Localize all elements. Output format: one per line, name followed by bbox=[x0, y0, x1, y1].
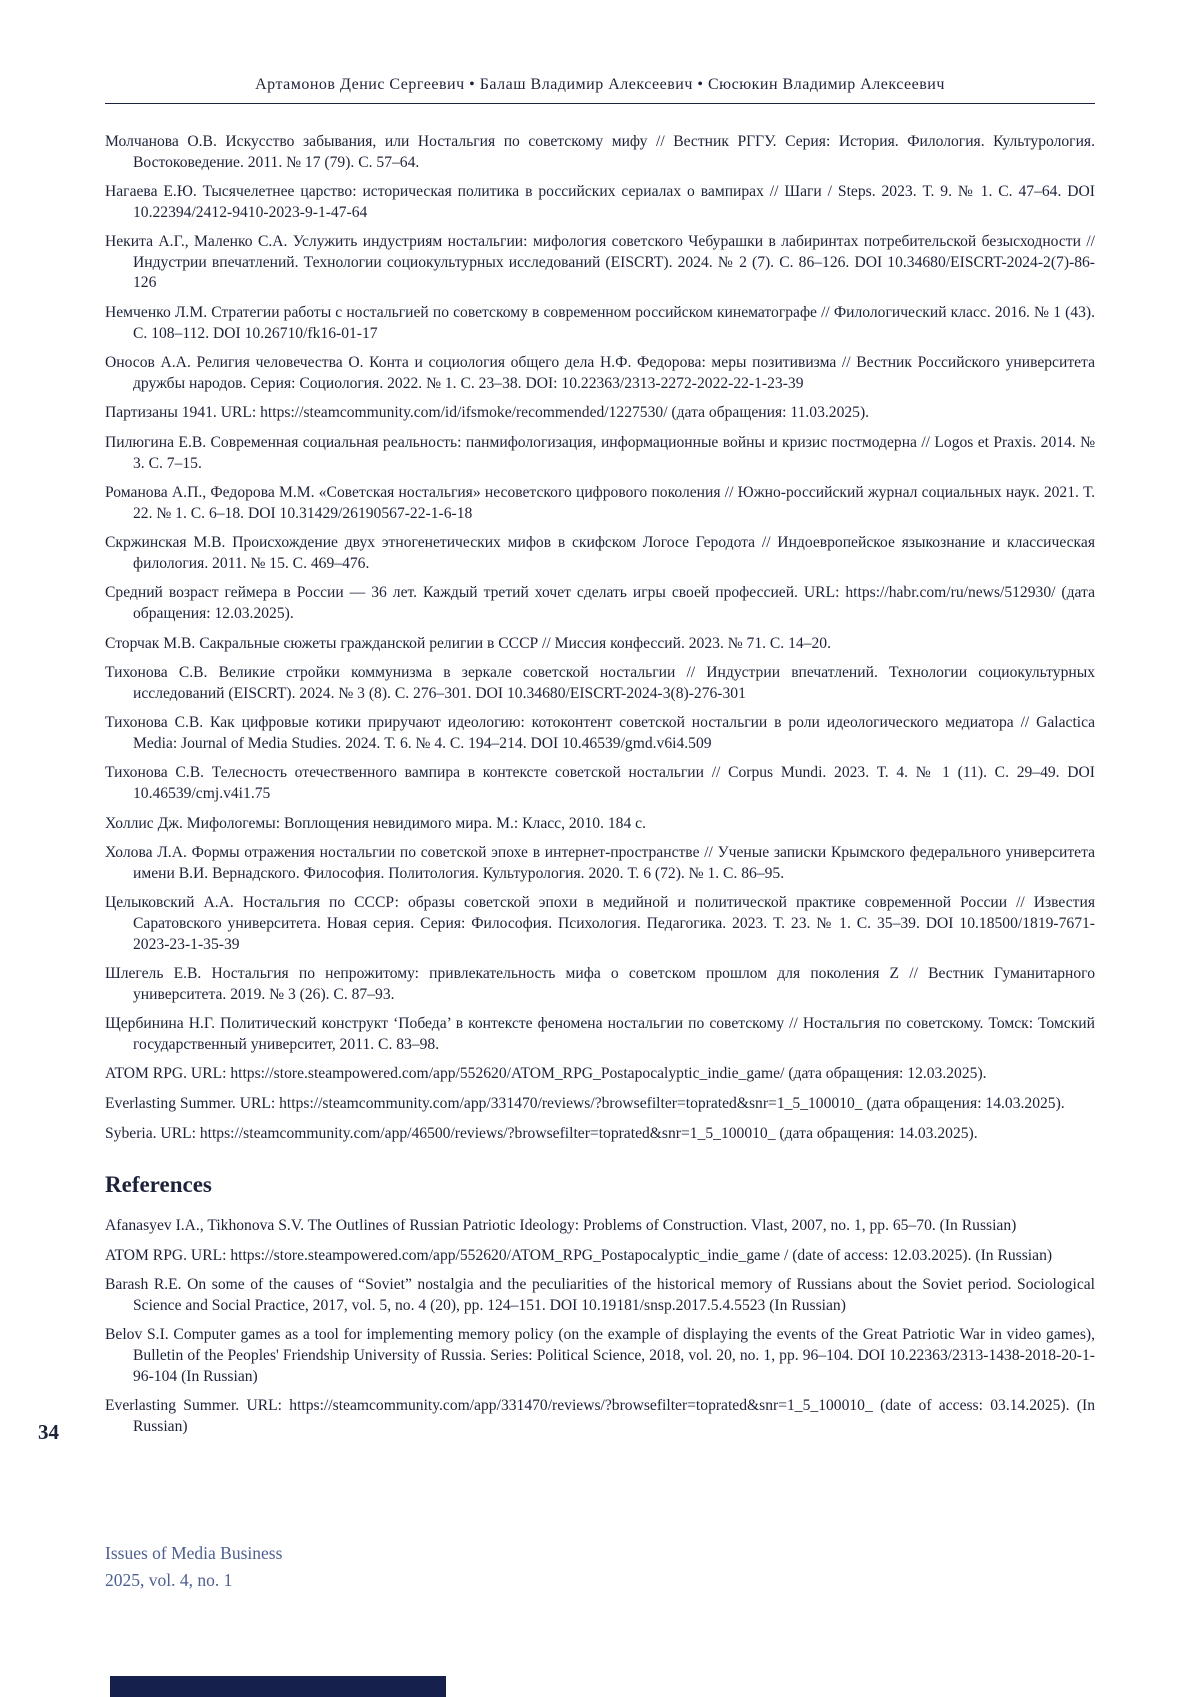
reference-entry: ATOM RPG. URL: https://store.steampowered.com/app/552620/ATOM_RPG_Postapocalyptic_indie_game / (date of access: 12.03.2025). (In Russian) bbox=[105, 1246, 1053, 1264]
reference-entry: Романова А.П., Федорова М.М. «Советская ностальгия» несоветского цифрового поколения // Южно-российский журнал социальных наук. 2021. Т. 22. № 1. С. 6–18. DOI 10.31429/26190567-22-1-6-18 bbox=[105, 484, 1095, 522]
reference-entry: Syberia. URL: https://steamcommunity.com/app/46500/reviews/?browsefilter=toprated&snr=1_5_100010_ (дата обращения: 14.03.2025). bbox=[105, 1124, 978, 1142]
page-content bbox=[105, 132, 1095, 1437]
reference-entry: Тихонова С.В. Великие стройки коммунизма в зеркале советской ностальгии // Индустрии впечатлений. Технологии социокультурных исследований (EISCRT). 2024. № 3 (8). С. 276–301. DOI 10.34680/EISCRT-2024-3(8)-276-301 bbox=[105, 664, 1095, 702]
bibliography-ru-list bbox=[105, 132, 1095, 1144]
running-header bbox=[0, 0, 1200, 104]
reference-entry: Пилюгина Е.В. Современная социальная реальность: панмифологизация, информационные войны и кризис постмодерна // Logos et Praxis. 2014. № 3. С. 7–15. bbox=[105, 433, 1095, 472]
journal-title: Issues of Media Business bbox=[105, 1543, 283, 1563]
reference-entry: Щербинина Н.Г. Политический конструкт ‘Победа’ в контексте феномена ностальгии по советскому // Ностальгия по советскому. Томск: Томский государственный университет, 2011. С. 83–98. bbox=[105, 1015, 1095, 1053]
reference-entry: Оносов А.А. Религия человечества О. Конта и социология общего дела Н.Ф. Федорова: меры позитивизма // Вестник Российского университета дружбы народов. Серия: Социология. 2022. № 1. С. 23–38. DOI: 10.22363/2313-2272-2022-22-1-23-39 bbox=[105, 354, 1095, 392]
bottom-bar bbox=[110, 1676, 446, 1697]
reference-entry: Сторчак М.В. Сакральные сюжеты гражданской религии в СССР // Миссия конфессий. 2023. № 71. С. 14–20. bbox=[105, 634, 831, 652]
reference-entry: Холлис Дж. Мифологемы: Воплощения невидимого мира. М.: Класс, 2010. 184 с. bbox=[105, 814, 646, 832]
references-en-list bbox=[105, 1216, 1095, 1437]
reference-entry: Холова Л.А. Формы отражения ностальгии по советской эпохе в интернет-пространстве // Ученые записки Крымского федерального университета имени В.И. Вернадского. Философия. Политология. Культурология. 2020. Т. 6 (72). № 1. С. 86–95. bbox=[105, 844, 1095, 882]
reference-entry: Belov S.I. Computer games as a tool for implementing memory policy (on the example of displaying the events of the Great Patriotic War in video games), Bulletin of the Peoples' Friendship University of Russia. Series: Political Science, 2018, vol. 20, no. 1, pp. 96–104. DOI 10.22363/2313-1438-2018-20-1-96-104 (In Russian) bbox=[105, 1326, 1095, 1385]
journal-footer bbox=[105, 1540, 282, 1594]
reference-entry: Barash R.E. On some of the causes of “Soviet” nostalgia and the peculiarities of the historical memory of Russians about the Soviet period. Sociological Science and Social Practice, 2017, vol. 5, no. 4 (20), pp. 124–151. DOI 10.19181/snsp.2017.5.4.5523 (In Russian) bbox=[105, 1276, 1095, 1314]
issue-info: 2025, vol. 4, no. 1 bbox=[105, 1570, 233, 1590]
reference-entry: Средний возраст геймера в России — 36 лет. Каждый третий хочет сделать игры своей профессией. URL: https://habr.com/ru/news/512930/ (дата обращения: 12.03.2025). bbox=[105, 584, 1095, 622]
reference-entry: Шлегель Е.В. Ностальгия по непрожитому: привлекательность мифа о советском прошлом для поколения Z // Вестник Гуманитарного университета. 2019. № 3 (26). С. 87–93. bbox=[105, 965, 1095, 1003]
header-rule bbox=[105, 103, 1095, 104]
reference-entry: Afanasyev I.A., Tikhonova S.V. The Outlines of Russian Patriotic Ideology: Problems of Construction. Vlast, 2007, no. 1, pp. 65–70. (In Russian) bbox=[105, 1217, 1017, 1235]
reference-entry: Нагаева Е.Ю. Тысячелетнее царство: историческая политика в российских сериалах о вампирах // Шаги / Steps. 2023. Т. 9. № 1. С. 47–64. DOI 10.22394/2412-9410-2023-9-1-47-64 bbox=[105, 183, 1095, 221]
reference-entry: ATOM RPG. URL: https://store.steampowered.com/app/552620/ATOM_RPG_Postapocalyptic_indie_game/ (дата обращения: 12.03.2025). bbox=[105, 1065, 987, 1083]
reference-entry: Целыковский А.А. Ностальгия по СССР: образы советской эпохи в медийной и политической практике современной России // Известия Саратовского университета. Новая серия. Серия: Философия. Психология. Педагогика. 2023. Т. 23. № 1. С. 35–39. DOI 10.18500/1819-7671-2023-23-1-35-39 bbox=[105, 894, 1095, 953]
reference-entry: Немченко Л.М. Стратегии работы с ностальгией по советскому в современном российском кинематографе // Филологический класс. 2016. № 1 (43). С. 108–112. DOI 10.26710/fk16-01-17 bbox=[105, 304, 1095, 342]
header-authors: Артамонов Денис Сергеевич • Балаш Владимир Алексеевич • Сюсюкин Владимир Алексеевич bbox=[255, 76, 945, 93]
reference-entry: Тихонова С.В. Как цифровые котики приручают идеологию: котоконтент советской ностальгии в роли идеологического медиатора // Galactica Media: Journal of Media Studies. 2024. Т. 6. № 4. С. 194–214. DOI 10.46539/gmd.v6i4.509 bbox=[105, 714, 1095, 752]
reference-entry: Everlasting Summer. URL: https://steamcommunity.com/app/331470/reviews/?browsefilter=toprated&snr=1_5_100010_ (дата обращения: 14.03.2025). bbox=[105, 1094, 1065, 1112]
reference-entry: Партизаны 1941. URL: https://steamcommunity.com/id/ifsmoke/recommended/1227530/ (дата обращения: 11.03.2025). bbox=[105, 404, 870, 422]
reference-entry: Everlasting Summer. URL: https://steamcommunity.com/app/331470/reviews/?browsefilter=toprated&snr=1_5_100010_ (date of access: 03.14.2025). (In Russian) bbox=[105, 1397, 1095, 1435]
references-heading: References bbox=[105, 1172, 212, 1198]
reference-entry: Молчанова О.В. Искусство забывания, или Ностальгия по советскому мифу // Вестник РГГУ. Серия: История. Филология. Культурология. Востоковедение. 2011. № 17 (79). С. 57–64. bbox=[105, 133, 1095, 171]
reference-entry: Скржинская М.В. Происхождение двух этногенетических мифов в скифском Логосе Геродота // Индоевропейское языкознание и классическая филология. 2011. № 15. С. 469–476. bbox=[105, 534, 1095, 572]
reference-entry: Тихонова С.В. Телесность отечественного вампира в контексте советской ностальгии // Corpus Mundi. 2023. Т. 4. № 1 (11). С. 29–49. DOI 10.46539/cmj.v4i1.75 bbox=[105, 764, 1095, 803]
reference-entry: Некита А.Г., Маленко С.А. Услужить индустриям ностальгии: мифология советского Чебурашки в лабиринтах потребительской безысходности // Индустрии впечатлений. Технологии социокультурных исследований (EISCRT). 2024. № 2 (7). С. 86–126. DOI 10.34680/EISCRT-2024-2(7)-86-126 bbox=[105, 233, 1095, 292]
page-number: 34 bbox=[38, 1420, 59, 1444]
